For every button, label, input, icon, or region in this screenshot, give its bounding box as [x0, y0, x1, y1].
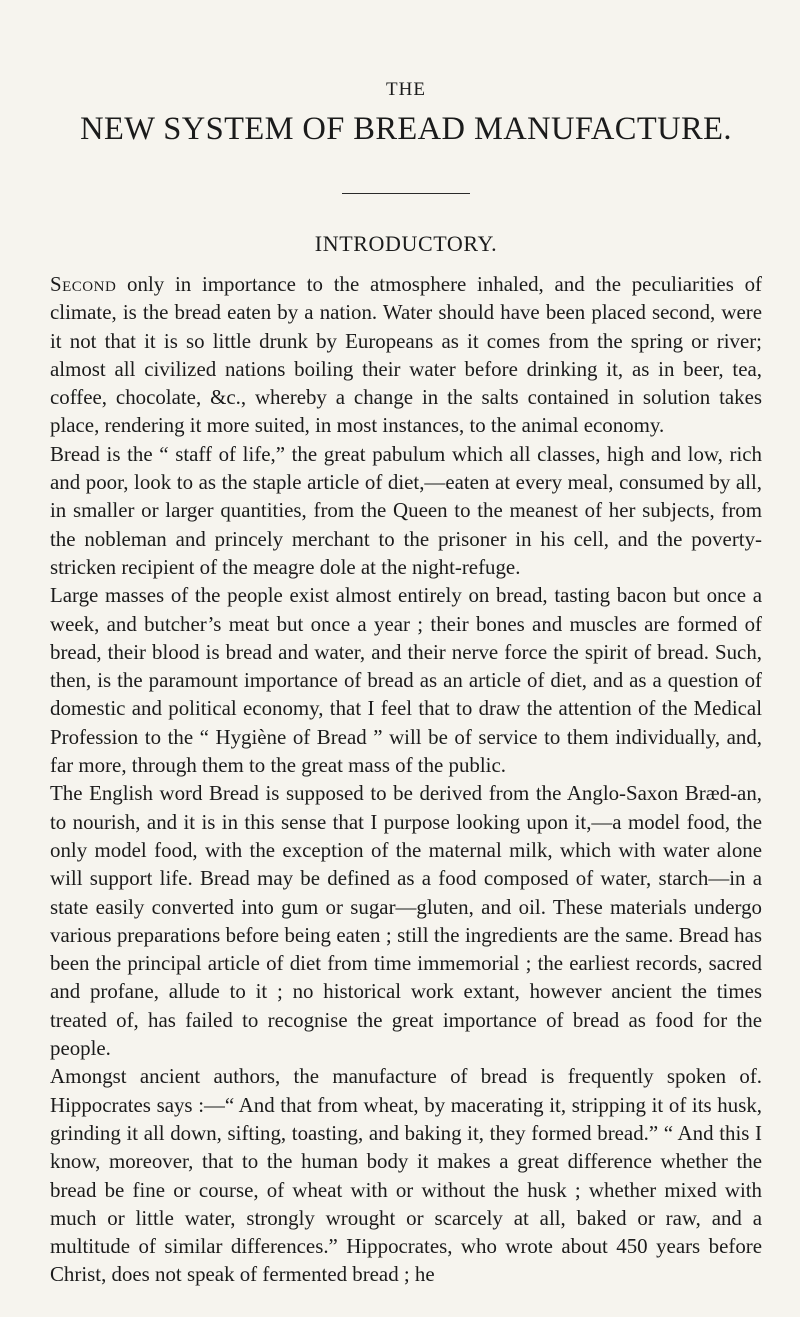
- paragraph-5: [50, 1062, 762, 1288]
- paragraph-text: The English word Bread is supposed to be derived from the Anglo-Saxon Bræd-an, to nourish, and it is in this sense that I purpose looking upon it,—a model food, the only model food, with the exception of the maternal milk, which with water alone will support life. Bread may be defined as a food composed of water, starch—in a state easily converted into gum or sugar—gluten, and oil. These materials undergo various preparations before being eaten ; still the ingredients are the same. Bread has been the principal article of diet from time immemorial ; the earliest records, sacred and profane, allude to it ; no historical work extant, however ancient the times treated of, has failed to recognise the great importance of bread as food for the people.: [50, 781, 762, 1061]
- paragraph-text: Large masses of the people exist almost entirely on bread, tasting bacon but once a week, and butcher’s meat but once a year ; their bones and muscles are formed of bread, their blood is bread and water, and their nerve force the spirit of bread. Such, then, is the paramount importance of bread as an article of diet, and as a question of domestic and political economy, that I feel that to draw the attention of the Medical Profession to the “ Hygiène of Bread ” will be of service to them individually, and, far more, through them to the great mass of the public.: [50, 583, 762, 778]
- paragraph-text: only in importance to the atmosphere inhaled, and the peculiarities of climate, is the bread eaten by a nation. Water should have been placed second, were it not that it is so little drunk by Europeans as it comes from the spring or river; almost all civilized nations boiling their water before drinking it, as in beer, tea, coffee, chocolate, &c., whereby a change in the salts contained in solution takes place, rendering it more suited, in most instances, to the animal economy.: [50, 272, 762, 438]
- paragraph-3: [50, 581, 762, 779]
- body-text: [50, 270, 762, 1289]
- page-title: NEW SYSTEM OF BREAD MANUFACTURE.: [80, 111, 732, 147]
- paragraph-1: [50, 270, 762, 440]
- paragraph-2: [50, 440, 762, 581]
- paragraph-4: [50, 779, 762, 1062]
- title-kicker: THE: [386, 79, 426, 100]
- paragraph-text: Bread is the “ staff of life,” the great pabulum which all classes, high and low, rich and poor, look to as the staple article of diet,—eaten at every meal, consumed by all, in smaller or larger quantities, from the Queen to the meanest of her subjects, from the nobleman and princely merchant to the prisoner in his cell, and the poverty-stricken recipient of the meagre dole at the night-refuge.: [50, 441, 762, 579]
- title-divider: [342, 193, 470, 194]
- section-heading: INTRODUCTORY.: [314, 231, 498, 256]
- paragraph-lead-word: Second: [50, 272, 117, 296]
- paragraph-text: Amongst ancient authors, the manufacture of bread is frequently spoken of. Hippocrates says :—“ And that from wheat, by macerating it, stripping it of its husk, grinding it all down, sifting, toasting, and baking it, they formed bread.” “ And this I know, moreover, that to the human body it makes a great difference whether the bread be fine or course, of wheat with or without the husk ; whether mixed with much or little water, strongly wrought or scarcely at all, baked or raw, and a multitude of similar differences.” Hippocrates, who wrote about 450 years before Christ, does not speak of fermented bread ; he: [50, 1064, 762, 1287]
